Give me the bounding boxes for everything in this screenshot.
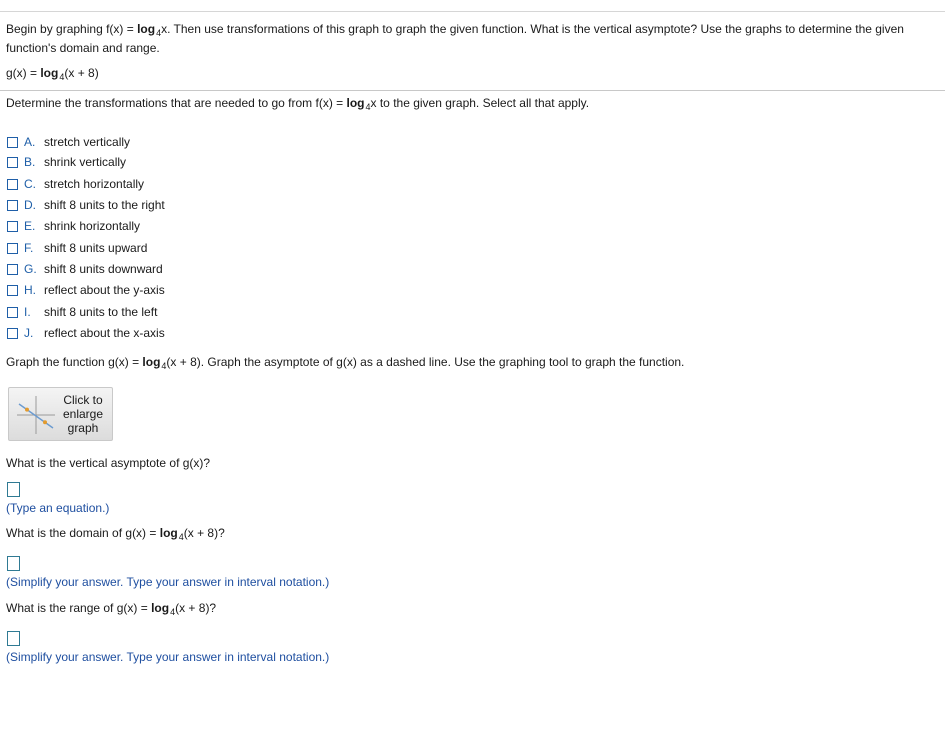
given-function-argument: (x + 8) [64,66,99,80]
option-c-checkbox[interactable] [7,179,18,190]
given-function-base: 4 [59,72,65,82]
range-question [6,601,216,615]
option-g-label: shift 8 units downward [44,262,163,276]
given-function-log: log [40,66,59,80]
option-g-letter: G. [24,262,37,276]
top-divider [0,11,945,12]
domain-answer-input[interactable] [7,556,20,571]
range-question-start: What is the range of g(x) = [6,601,152,615]
range-answer-input[interactable] [7,631,20,646]
given-function [6,66,99,80]
option-j-letter: J. [24,326,34,340]
option-d[interactable] [7,197,165,213]
option-j-checkbox[interactable] [7,328,18,339]
domain-question-end: (x + 8)? [183,526,225,540]
option-g-checkbox[interactable] [7,264,18,275]
intro-log: log [137,22,156,36]
option-e-checkbox[interactable] [7,221,18,232]
option-i[interactable] [7,304,157,320]
option-c[interactable] [7,176,144,192]
option-h-label: reflect about the y-axis [44,283,165,297]
transform-question-start: Determine the transformations that are needed to go from f(x) = [6,96,347,110]
asymptote-hint: (Type an equation.) [6,501,110,515]
problem-intro [6,20,941,57]
option-d-letter: D. [24,198,36,212]
option-j-label: reflect about the x-axis [44,326,165,340]
option-h-checkbox[interactable] [7,285,18,296]
intro-text-start: Begin by graphing f(x) = [6,22,138,36]
range-hint: (Simplify your answer. Type your answer in interval notation.) [6,650,330,664]
option-b-checkbox[interactable] [7,157,18,168]
option-a[interactable] [7,134,130,150]
option-h-letter: H. [24,283,36,297]
option-b-label: shrink vertically [44,155,127,169]
graph-instruction [6,355,684,369]
transform-question-log: log [346,96,365,110]
option-b-letter: B. [24,155,36,169]
option-f-label: shift 8 units upward [44,241,148,255]
option-j[interactable] [7,325,165,341]
option-e-letter: E. [24,219,36,233]
intro-log-base: 4 [156,28,162,38]
domain-hint: (Simplify your answer. Type your answer in interval notation.) [6,575,330,589]
option-f[interactable] [7,240,147,256]
option-d-checkbox[interactable] [7,200,18,211]
option-b[interactable] [7,154,126,170]
graph-instruction-base: 4 [161,361,167,371]
transform-question [6,96,589,110]
option-e[interactable] [7,218,140,234]
given-function-prefix: g(x) = [6,66,41,80]
option-a-checkbox[interactable] [7,137,18,148]
range-question-end: (x + 8)? [175,601,217,615]
range-question-base: 4 [170,607,176,617]
enlarge-graph-label: Click to enlarge graph [62,393,104,435]
option-c-label: stretch horizontally [44,177,145,191]
option-e-label: shrink horizontally [44,219,141,233]
transform-question-base: 4 [365,102,371,112]
graph-instruction-end: (x + 8). Graph the asymptote of g(x) as a dashed line. Use the graphing tool to graph the function. [166,355,685,369]
asymptote-answer-input[interactable] [7,482,20,497]
option-g[interactable] [7,261,163,277]
option-i-checkbox[interactable] [7,307,18,318]
graph-thumbnail-icon [15,394,57,436]
transform-question-end: x to the given graph. Select all that apply. [370,96,590,110]
enlarge-graph-button[interactable] [8,387,113,441]
graph-instruction-start: Graph the function g(x) = [6,355,143,369]
option-d-label: shift 8 units to the right [44,198,165,212]
option-f-checkbox[interactable] [7,243,18,254]
domain-question-base: 4 [178,532,184,542]
graph-instruction-log: log [142,355,161,369]
option-c-letter: C. [24,177,36,191]
option-i-label: shift 8 units to the left [44,305,158,319]
option-h[interactable] [7,282,165,298]
intro-text-end: x. Then use transformations of this graph to graph the given function. What is the vertical asymptote? Use the graphs to determine the given function's domain and range. [6,22,904,55]
option-i-letter: I. [24,305,31,319]
option-a-label: stretch vertically [44,135,131,149]
domain-question-log: log [159,526,178,540]
domain-question [6,526,225,540]
domain-question-start: What is the domain of g(x) = [6,526,160,540]
option-a-letter: A. [24,135,36,149]
asymptote-question: What is the vertical asymptote of g(x)? [6,456,211,470]
range-question-log: log [151,601,170,615]
section-divider [0,90,945,91]
option-f-letter: F. [24,241,34,255]
